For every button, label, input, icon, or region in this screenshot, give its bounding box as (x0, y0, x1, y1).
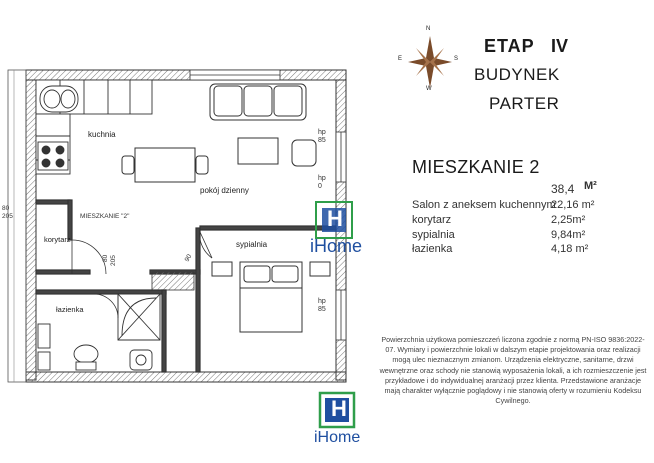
bedroom-door (199, 228, 212, 258)
plan-hallway-label: korytarz (44, 235, 71, 244)
brand-logo-letter: H (331, 396, 347, 421)
compass-n: N (426, 26, 431, 32)
floor-label: PARTER (489, 94, 560, 113)
bathroom-door (94, 294, 118, 318)
plan-kitchen-label: kuchnia (88, 130, 116, 139)
plan-hp2v: 85 (318, 306, 326, 313)
brand-logo-text: iHome (314, 429, 361, 446)
room-area-salon: 22,16 m² (551, 199, 595, 211)
plan-door-205b: 205 (110, 255, 117, 266)
plan-hp2: hp (318, 298, 326, 305)
watermark-letter: H (327, 206, 343, 231)
plan-hp1: hp (318, 129, 326, 136)
plan-hp1v: 85 (318, 137, 326, 144)
building-label: BUDYNEK (474, 65, 560, 84)
plan-door-80: 80 (2, 205, 10, 212)
room-area-lazienka: 4,18 m² (551, 243, 589, 255)
watermark-logo (310, 200, 363, 264)
total-area-unit: M² (584, 180, 597, 192)
plan-bathroom-label: łazienka (56, 305, 84, 314)
room-name-korytarz: korytarz (412, 214, 452, 226)
etap-number: IV (551, 36, 569, 56)
room-name-sypialnia: sypialnia (412, 229, 455, 241)
disclaimer-text: Powierzchnia użytkowa pomieszczeń liczona zgodnie z normą PN-ISO 9836:2022-07. Wymiary i powierzchnie lokali w dalszym etapie projektowania oraz realizacji mogą ulec nieznacznym zmianom. Urządzenia elektryczne, sanitarne, drzwi wewnętrzne oraz schody nie stanowią wyposażenia lokali, a ich rozmieszczenie jest przykładowe i do indywidualnej aranżacji przez klienta. Przedstawione aranżacje mają charakter wyłącznie poglądowy i nie stanowią oferty w rozumieniu Kodeksu Cywilnego. (379, 335, 647, 406)
compass-e: E (398, 56, 403, 62)
apartment-title: MIESZKANIE 2 (412, 157, 540, 177)
total-area-value: 38,4 (551, 182, 575, 196)
room-area-sypialnia: 9,84m² (551, 229, 586, 241)
watermark-brand: iHome (310, 236, 363, 256)
plan-bedroom-label: sypialnia (236, 240, 268, 249)
plan-hp1b: hp (318, 175, 326, 182)
compass-w: W (426, 86, 432, 92)
plan-hp1c: 0 (318, 183, 322, 190)
plan-door-90: 90 (183, 253, 194, 263)
compass-s: S (454, 56, 459, 62)
hallway-door (72, 240, 106, 274)
dining-table (122, 148, 208, 182)
plan-door-205: 205 (2, 213, 13, 220)
plan-living-label: pokój dzienny (200, 186, 249, 195)
room-name-salon: Salon z aneksem kuchennym (412, 199, 556, 211)
room-area-korytarz: 2,25m² (551, 214, 586, 226)
room-name-lazienka: łazienka (412, 243, 453, 255)
sofa (210, 84, 316, 166)
brand-logo (314, 391, 362, 451)
plan-apartment-label: MIESZKANIE "2" (80, 213, 130, 220)
compass (400, 26, 460, 96)
plan-door-80b: 80 (102, 254, 109, 262)
wardrobe (152, 272, 194, 290)
etap-label: ETAP (484, 36, 535, 56)
bed (212, 262, 330, 332)
